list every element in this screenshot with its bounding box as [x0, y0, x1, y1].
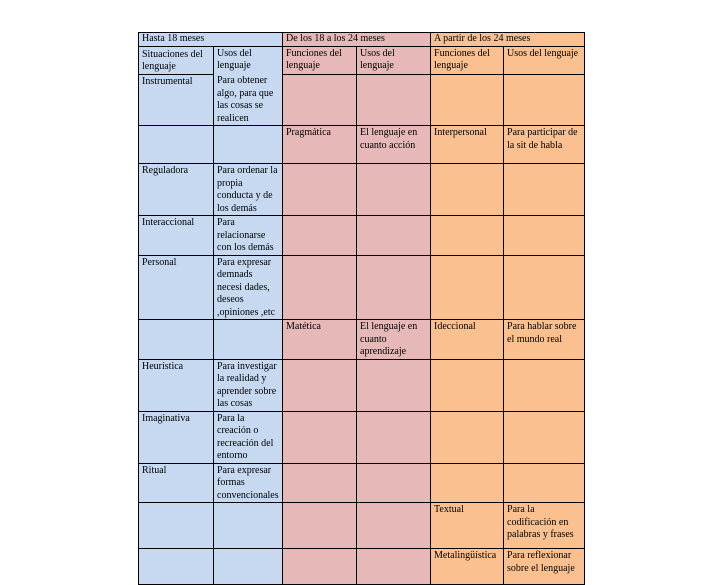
language-functions-table: [138, 32, 585, 585]
function-instrumental: Instrumental: [139, 74, 214, 126]
empty-cell: [283, 463, 357, 503]
empty-cell: [504, 359, 585, 411]
empty-cell: [283, 411, 357, 463]
empty-cell: [431, 216, 504, 256]
empty-cell: [139, 549, 214, 585]
empty-cell: [357, 503, 431, 549]
function-metalinguistica: Metalingüística: [431, 549, 504, 585]
use-personal: Para expresar demnads necesi dades, deseos ,opiniones ,etc: [214, 255, 283, 320]
empty-cell: [214, 503, 283, 549]
header-18-24: De los 18 a los 24 meses: [283, 33, 431, 47]
subheader-row: [139, 46, 585, 74]
empty-cell: [139, 126, 214, 164]
empty-cell: [431, 463, 504, 503]
empty-cell: [504, 164, 585, 216]
function-pragmatica: Pragmática: [283, 126, 357, 164]
empty-cell: [357, 164, 431, 216]
use-reguladora: Para ordenar la propia conducta y de los demás: [214, 164, 283, 216]
empty-cell: [214, 320, 283, 360]
empty-cell: [357, 359, 431, 411]
function-imaginativa: Imaginativa: [139, 411, 214, 463]
table-row: [139, 411, 585, 463]
empty-cell: [357, 463, 431, 503]
table-row: [139, 216, 585, 256]
function-ritual: Ritual: [139, 463, 214, 503]
empty-cell: [431, 255, 504, 320]
subheader-funciones-2: Funciones del lenguaje: [283, 46, 357, 74]
table-row: [139, 463, 585, 503]
function-personal: Personal: [139, 255, 214, 320]
empty-cell: [214, 126, 283, 164]
header-row: [139, 33, 585, 47]
empty-cell: [283, 164, 357, 216]
empty-cell: [357, 411, 431, 463]
empty-cell: [504, 74, 585, 126]
function-ideccional: Ideccional: [431, 320, 504, 360]
empty-cell: [357, 216, 431, 256]
function-textual: Textual: [431, 503, 504, 549]
empty-cell: [431, 164, 504, 216]
use-interpersonal: Para participar de la sit de habla: [504, 126, 585, 164]
use-metalinguistica: Para reflexionar sobre el lenguaje: [504, 549, 585, 585]
empty-cell: [431, 74, 504, 126]
empty-cell: [214, 549, 283, 585]
subheader-funciones-3: Funciones del lenguaje: [431, 46, 504, 74]
empty-cell: [139, 503, 214, 549]
empty-cell: [431, 359, 504, 411]
empty-cell: [357, 255, 431, 320]
table-row: [139, 320, 585, 360]
empty-cell: [357, 74, 431, 126]
subheader-usos-3: Usos del lenguaje: [504, 46, 585, 74]
empty-cell: [139, 320, 214, 360]
table-row: [139, 164, 585, 216]
header-24-plus: A partir de los 24 meses: [431, 33, 585, 47]
table-row: [139, 74, 585, 126]
empty-cell: [283, 503, 357, 549]
empty-cell: [283, 216, 357, 256]
use-ritual: Para expresar formas convencionales: [214, 463, 283, 503]
empty-cell: [357, 549, 431, 585]
empty-cell: [504, 255, 585, 320]
subheader-usos-1: Usos del lenguaje: [214, 46, 283, 74]
table-row: [139, 359, 585, 411]
function-heuristica: Heurística: [139, 359, 214, 411]
subheader-usos-2: Usos del lenguaje: [357, 46, 431, 74]
empty-cell: [504, 463, 585, 503]
use-instrumental: Para obtener algo, para que las cosas se realicen: [214, 74, 283, 126]
function-interpersonal: Interpersonal: [431, 126, 504, 164]
empty-cell: [431, 411, 504, 463]
empty-cell: [283, 74, 357, 126]
function-interaccional: Interaccional: [139, 216, 214, 256]
use-ideccional: Para hablar sobre el mundo real: [504, 320, 585, 360]
table-row: [139, 255, 585, 320]
empty-cell: [283, 549, 357, 585]
empty-cell: [283, 255, 357, 320]
use-interaccional: Para relacionarse con los demás: [214, 216, 283, 256]
table-row: [139, 503, 585, 549]
table-row: [139, 126, 585, 164]
empty-cell: [504, 411, 585, 463]
use-matetica: El lenguaje en cuanto aprendizaje: [357, 320, 431, 360]
header-hasta-18: Hasta 18 meses: [139, 33, 283, 47]
use-pragmatica: El lenguaje en cuanto acción: [357, 126, 431, 164]
empty-cell: [283, 359, 357, 411]
function-reguladora: Reguladora: [139, 164, 214, 216]
use-imaginativa: Para la creación o recreación del entorno: [214, 411, 283, 463]
use-heuristica: Para investigar la realidad y aprender sobre las cosas: [214, 359, 283, 411]
empty-cell: [504, 216, 585, 256]
use-textual: Para la codificación en palabras y frases: [504, 503, 585, 549]
function-matetica: Matética: [283, 320, 357, 360]
table-row: [139, 549, 585, 585]
subheader-situaciones: Situaciones del lenguaje: [139, 46, 214, 74]
